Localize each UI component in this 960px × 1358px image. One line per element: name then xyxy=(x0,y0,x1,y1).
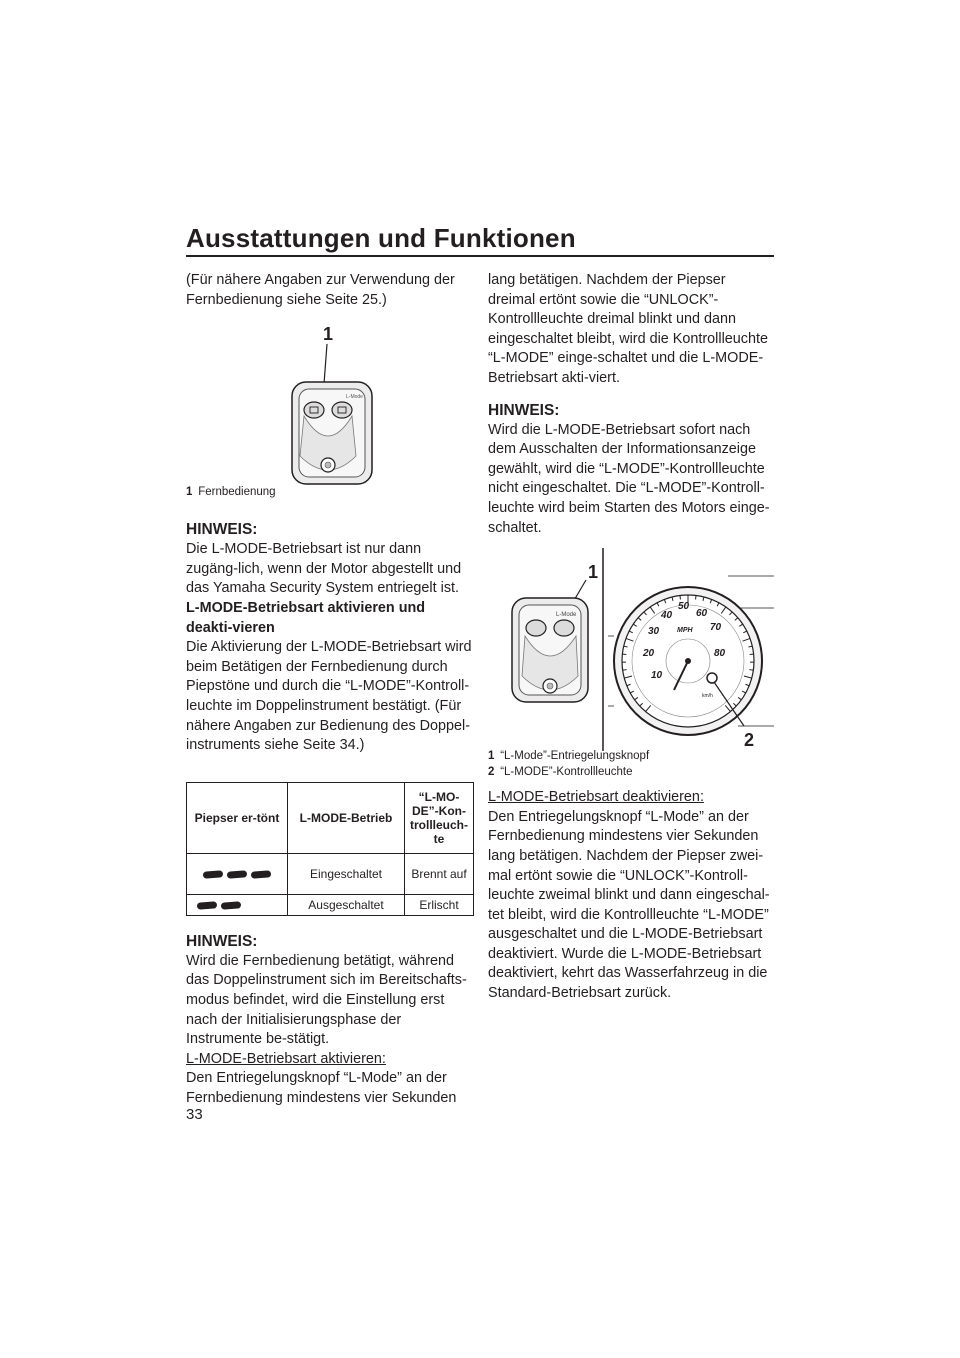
table-header-lamp: “L-MO-DE”-Kon-trollleuch-te xyxy=(405,782,474,853)
beep-icon xyxy=(221,901,241,909)
figure-caption xyxy=(186,484,474,500)
svg-text:50: 50 xyxy=(678,601,690,613)
section-paragraph: Die Aktivierung der L-MODE-Betriebsart wird beim Betätigen der Fernbedienung durch Piepstöne und durch die “L-MODE”-Kontroll-leuchte im Doppelinstrument bestätigt. (Für nähere Angaben zur Bedienung des Doppel-instruments siehe Seite 34.) xyxy=(186,639,472,754)
beep-icon xyxy=(197,901,217,909)
deactivate-paragraph: Den Entriegelungsknopf “L-Mode” an der Fernbedienung mindestens vier Sekunden lang betätigen. Nachdem der Piepser zwei-mal ertönt sowie die “UNLOCK”-Kontroll-leuchte zweimal blinkt und dann eingeschal-tet bleibt, wird die Kontrollleuchte “L-MODE” ausgeschaltet und die L-MODE-Betriebsart deaktiviert. Wurde die L-MODE-Betriebsart deaktiviert, kehrt das Wasserfahrzeug in die Standard-Betriebsart zurück. xyxy=(488,808,770,1002)
figure-caption xyxy=(488,764,774,780)
svg-text:MPH: MPH xyxy=(677,627,693,635)
svg-text:30: 30 xyxy=(648,626,660,638)
remote-and-gauge-illustration xyxy=(488,546,774,756)
subsection-heading: L-MODE-Betriebsart deaktivieren: xyxy=(488,789,704,806)
note-heading: HINWEIS: xyxy=(488,401,560,419)
svg-text:20: 20 xyxy=(643,648,655,660)
table-cell: Ausgeschaltet xyxy=(288,894,405,915)
figure-callout-1: 1 xyxy=(323,324,334,345)
beep-indicator xyxy=(187,853,288,894)
beep-icon xyxy=(251,870,271,878)
table-cell: Brennt auf xyxy=(405,853,474,894)
table-cell: Eingeschaltet xyxy=(288,853,405,894)
note-text: Wird die L-MODE-Betriebsart sofort nach dem Ausschalten der Informationsanzeige gewählt, wird die “L-MODE”-Kontrollleuchte nicht eingeschaltet. Die “L-MODE”-Kontroll-leuchte wird beim Starten des Motors einge-schaltet. xyxy=(488,421,770,536)
gauge-tick xyxy=(623,670,627,671)
caption-number: 2 xyxy=(488,766,495,779)
caption-text: “L-Mode”-Entriegelungsknopf xyxy=(500,750,650,763)
note-heading: HINWEIS: xyxy=(186,521,258,539)
intro-paragraph: (Für nähere Angaben zur Verwendung der Fernbedienung siehe Seite 25.) xyxy=(186,272,455,308)
remote-control-illustration xyxy=(186,316,474,486)
table-cell: Erlischt xyxy=(405,894,474,915)
table-header-mode: L-MODE-Betrieb xyxy=(288,782,405,853)
remote-figure xyxy=(186,316,474,486)
l-mode-table xyxy=(186,782,474,916)
note-heading: HINWEIS: xyxy=(186,932,258,950)
svg-text:80: 80 xyxy=(714,648,726,660)
note-text: Die L-MODE-Betriebsart ist nur dann zugäng-lich, wenn der Motor abgestellt und das Yamaha Security System entriegelt ist. xyxy=(186,541,462,597)
page-number: 33 xyxy=(186,1106,203,1123)
activate-paragraph: Den Entriegelungsknopf “L-Mode” an der Fernbedienung mindestens vier Sekunden xyxy=(186,1070,457,1106)
svg-text:2: 2 xyxy=(744,730,755,751)
beep-icon xyxy=(227,870,247,878)
caption-text: Fernbedienung xyxy=(198,486,276,499)
table-row xyxy=(187,853,474,894)
title-divider xyxy=(186,255,774,257)
continued-paragraph: lang betätigen. Nachdem der Piepser dreimal ertönt sowie die “UNLOCK”-Kontrollleuchte dreimal blinkt und dann eingeschaltet bleibt, wird die Kontrollleuchte “L-MODE” einge-schaltet und die L-MODE-Betriebsart akti-viert. xyxy=(488,272,768,386)
svg-text:1: 1 xyxy=(588,562,599,583)
beep-icon xyxy=(203,870,223,878)
svg-text:km/h: km/h xyxy=(702,693,713,700)
section-heading: L-MODE-Betriebsart aktivieren und deakti-vieren xyxy=(186,599,426,636)
left-column xyxy=(186,271,474,1108)
svg-text:60: 60 xyxy=(696,608,708,620)
right-column xyxy=(488,271,774,1004)
note-text: Wird die Fernbedienung betätigt, während das Doppelinstrument sich im Bereitschafts-modus befindet, wird die Einstellung erst nach der Initialisierungsphase der Instrumente be-stätigt. xyxy=(186,952,467,1048)
svg-text:10: 10 xyxy=(651,670,663,682)
table-row xyxy=(187,894,474,915)
table-header-beeper: Piepser er-tönt xyxy=(187,782,288,853)
svg-text:40: 40 xyxy=(661,610,673,622)
svg-text:70: 70 xyxy=(710,622,722,634)
caption-number: 1 xyxy=(488,750,495,763)
caption-text: “L-MODE”-Kontrollleuchte xyxy=(500,766,633,779)
page-title: Ausstattungen und Funktionen xyxy=(186,223,576,253)
beep-indicator xyxy=(187,894,288,915)
gauge-figure xyxy=(488,546,774,756)
caption-number: 1 xyxy=(186,486,193,499)
subsection-heading: L-MODE-Betriebsart aktivieren: xyxy=(186,1050,386,1067)
svg-text:L-Mode: L-Mode xyxy=(346,394,363,401)
gauge-tick xyxy=(749,670,753,671)
svg-text:L-Mode: L-Mode xyxy=(556,612,577,619)
